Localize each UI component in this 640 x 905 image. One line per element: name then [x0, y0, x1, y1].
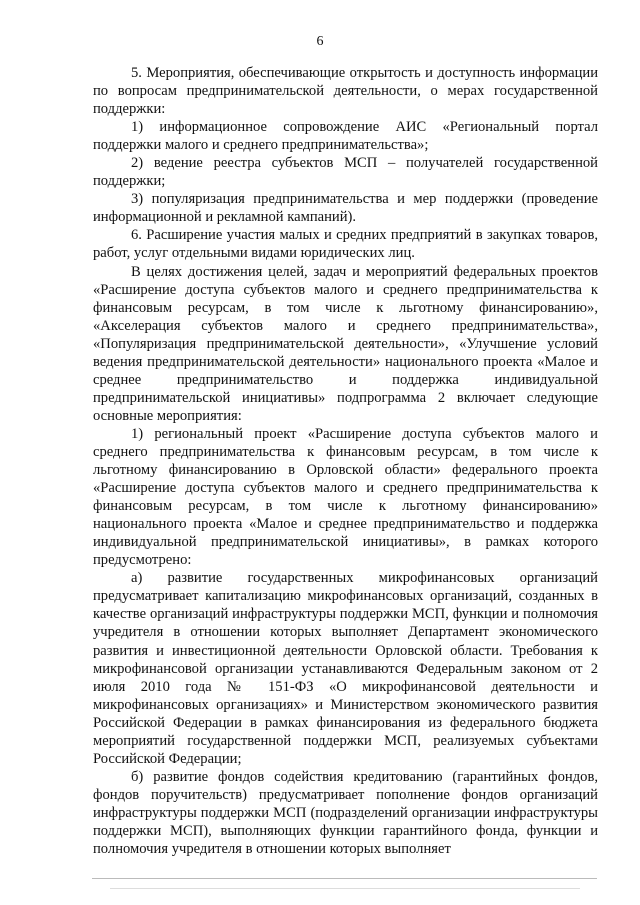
paragraph-subitem-b: б) развитие фондов содействия кредитованию (гарантийных фондов, фондов поручительств) предусматривает пополнение фондов организаций инфраструктуры поддержки МСП (подразделений организации инфраструктуры поддержки МСП), выполняющих функции гарантийного фонда, функции и полномочия учредителя в отношении которых выполняет — [93, 768, 598, 858]
paragraph-item-5: 5. Мероприятия, обеспечивающие открытость и доступность информации по вопросам предпринимательской деятельности, о мерах государственной поддержки: — [93, 65, 598, 118]
paragraph-subitem-1: 1) информационное сопровождение АИС «Региональный портал поддержки малого и среднего предпринимательства»; — [93, 119, 598, 154]
scan-edge-line — [92, 878, 597, 879]
scan-edge-line-lower — [110, 888, 580, 889]
paragraph-subitem-3: 3) популяризация предпринимательства и мер поддержки (проведение информационной и рекламной кампаний). — [93, 191, 598, 226]
paragraph-subitem-a: а) развитие государственных микрофинансовых организаций предусматривает капитализацию микрофинансовых организаций, созданных в качестве организаций инфраструктуры поддержки МСП, функции и полномочия учредителя в отношении которых выполняет Департамент экономического развития и инвестиционной деятельности Орловской области. Требования к микрофинансовой организации устанавливаются Федеральным законом от 2 июля 2010 года № 151-ФЗ «О микрофинансовой деятельности и микрофинансовых организациях» и Министерством экономического развития Российской Федерации в рамках финансирования из федерального бюджета мероприятий государственной поддержки МСП, реализуемых субъектами Российской Федерации; — [93, 570, 598, 767]
paragraph-regional-project: 1) региональный проект «Расширение доступа субъектов малого и среднего предпринимательства к финансовым ресурсам, в том числе к льготному финансированию в Орловской области» федерального проекта «Расширение доступа субъектов малого и среднего предпринимательства к финансовым ресурсам, в том числе к льготному финансированию» национального проекта «Малое и среднее предпринимательство и поддержка индивидуальной предпринимательской инициативы», в рамках которого предусмотрено: — [93, 425, 598, 569]
paragraph-item-6: 6. Расширение участия малых и средних предприятий в закупках товаров, работ, услуг отдельными видами юридических лиц. — [93, 227, 598, 262]
paragraph-subitem-2: 2) ведение реестра субъектов МСП – получателей государственной поддержки; — [93, 155, 598, 190]
paragraph-goals: В целях достижения целей, задач и мероприятий федеральных проектов «Расширение доступа субъектов малого и среднего предпринимательства к финансовым ресурсам, в том числе к льготному финансированию», «Акселерация субъектов малого и среднего предпринимательства», «Популяризация предпринимательской деятельности», «Улучшение условий ведения предпринимательской деятельности» национального проекта «Малое и среднее предпринимательство и поддержка индивидуальной предпринимательской инициативы» подпрограмма 2 включает следующие основные мероприятия: — [93, 263, 598, 424]
body-text — [93, 64, 598, 858]
page-number: 6 — [316, 34, 324, 49]
